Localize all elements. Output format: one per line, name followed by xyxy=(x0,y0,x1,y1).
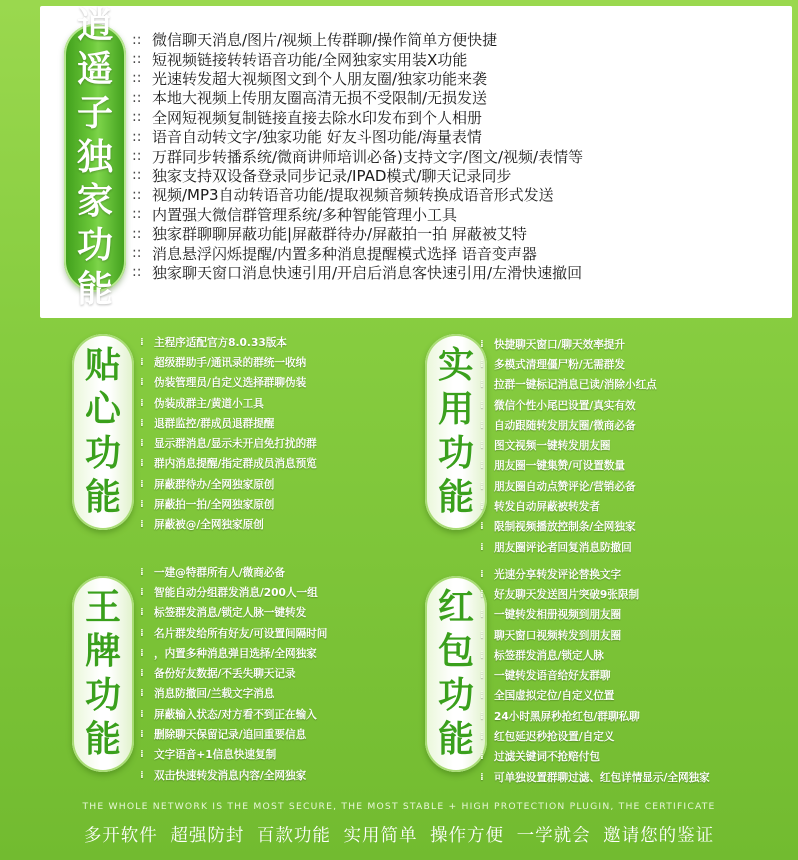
bullet-dots-icon: ⁞ xyxy=(480,751,484,763)
bullet-dots-icon: ⁞ xyxy=(140,688,144,700)
feature-item xyxy=(480,354,657,374)
feature-text: 屏蔽输入状态/对方看不到正在输入 xyxy=(154,708,317,721)
feature-item xyxy=(480,496,657,516)
bullet-dots-icon: :: xyxy=(132,264,142,281)
feature-item xyxy=(132,166,782,185)
feature-text: 万群同步转播系统/微商讲师培训必备)支持文字/图文/视频/表情等 xyxy=(152,147,584,166)
bullet-dots-icon: ⁞ xyxy=(140,729,144,741)
bullet-dots-icon: ⁞ xyxy=(140,708,144,720)
red-packet-feature-list xyxy=(480,564,710,787)
badge-red-packet-features xyxy=(425,576,487,772)
feature-text: 自动跟随转发朋友圈/微商必备 xyxy=(494,419,636,432)
badge-char: 用 xyxy=(437,389,474,430)
bullet-dots-icon: ⁞ xyxy=(480,771,484,783)
feature-text: 主程序适配官方8.0.33版本 xyxy=(154,336,287,349)
feature-item xyxy=(140,494,317,514)
feature-item xyxy=(480,706,710,726)
feature-text: 短视频链接转转语音功能/全网独家实用装X功能 xyxy=(152,50,468,69)
badge-caring-features xyxy=(72,334,134,530)
feature-item xyxy=(480,415,657,435)
bullet-dots-icon: ⁞ xyxy=(480,358,484,370)
feature-item xyxy=(132,243,782,262)
bullet-dots-icon: ⁞ xyxy=(140,607,144,619)
bullet-dots-icon: ⁞ xyxy=(480,710,484,722)
feature-text: 备份好友数据/不丢失聊天记录 xyxy=(154,668,296,681)
top-feature-list xyxy=(132,30,782,282)
feature-text: 好友聊天发送图片突破9张限制 xyxy=(494,588,640,601)
bullet-dots-icon: ⁞ xyxy=(480,690,484,702)
bullet-dots-icon: :: xyxy=(132,167,142,184)
feature-item xyxy=(480,476,657,496)
feature-text: 显示群消息/显示未开启免打扰的群 xyxy=(154,438,317,451)
bullet-dots-icon: :: xyxy=(132,89,142,106)
feature-item xyxy=(140,623,327,643)
feature-text: 消息防撤回/兰载文字消息 xyxy=(154,688,275,701)
badge-char: 功 xyxy=(84,675,121,716)
feature-item xyxy=(132,146,782,165)
badge-char: 功 xyxy=(76,225,113,266)
badge-char: 能 xyxy=(84,719,121,760)
badge-char: 能 xyxy=(437,719,474,760)
feature-text: 超级群助手/通讯录的群统一收纳 xyxy=(154,356,307,369)
feature-text: 可单独设置群聊过滤、红包详情显示/全网独家 xyxy=(494,771,710,784)
feature-text: 独家支持双设备登录同步记录/IPAD模式/聊天记录同步 xyxy=(152,166,512,185)
feature-text: 光速分享转发评论替换文字 xyxy=(494,568,622,581)
feature-text: 屏蔽拍一拍/全网独家原创 xyxy=(154,499,275,512)
feature-text: 语音自动转文字/独家功能 好友斗图功能/海量表情 xyxy=(152,128,482,147)
feature-text: 快捷聊天窗口/聊天效率提升 xyxy=(494,338,625,351)
feature-text: 独家群聊聊屏蔽功能|屏蔽群待办/屏蔽拍一拍 屏蔽被艾特 xyxy=(152,225,527,244)
bullet-dots-icon: ⁞ xyxy=(480,541,484,553)
bullet-dots-icon: ⁞ xyxy=(140,519,144,531)
feature-text: 删除聊天保留记录/追回重要信息 xyxy=(154,729,307,742)
bullet-dots-icon: ⁞ xyxy=(480,399,484,411)
feature-item xyxy=(480,686,710,706)
badge-char: 王 xyxy=(84,587,121,628)
feature-item xyxy=(480,334,657,354)
bullet-dots-icon: ⁞ xyxy=(480,419,484,431)
feature-item xyxy=(480,456,657,476)
bullet-dots-icon: ⁞ xyxy=(140,417,144,429)
badge-char: 心 xyxy=(84,389,121,430)
feature-item xyxy=(480,537,657,557)
bullet-dots-icon: :: xyxy=(132,70,142,87)
feature-text: 智能自动分组群发消息/200人一组 xyxy=(154,586,318,599)
feature-text: 群内消息提醒/指定群成员消息预览 xyxy=(154,458,317,471)
feature-item xyxy=(140,704,327,724)
bullet-dots-icon: ⁞ xyxy=(140,397,144,409)
feature-item xyxy=(132,88,782,107)
bullet-dots-icon: :: xyxy=(132,31,142,48)
feature-text: 伪装成群主/黄道小工具 xyxy=(154,397,264,410)
footer-slogan: 多开软件 超强防封 百款功能 实用简单 操作方便 一学就会 邀请您的鉴证 xyxy=(83,826,715,846)
bullet-dots-icon: ⁞ xyxy=(480,480,484,492)
bullet-dots-icon: :: xyxy=(132,148,142,165)
practical-feature-list xyxy=(480,334,657,557)
bullet-dots-icon: ⁞ xyxy=(480,521,484,533)
feature-item xyxy=(132,263,782,282)
bullet-dots-icon: ⁞ xyxy=(480,731,484,743)
feature-item xyxy=(132,30,782,49)
feature-item xyxy=(480,584,710,604)
feature-item xyxy=(132,127,782,146)
bullet-dots-icon: :: xyxy=(132,206,142,223)
feature-item xyxy=(140,515,317,535)
feature-text: 转发自动屏蔽被转发者 xyxy=(494,501,600,514)
feature-item xyxy=(140,393,317,413)
badge-char: 包 xyxy=(437,631,474,672)
feature-item xyxy=(480,625,710,645)
feature-text: 红包延迟秒抢设置/自定义 xyxy=(494,731,615,744)
feature-text: 文字语音+1信息快速复制 xyxy=(154,749,277,762)
feature-text: 独家聊天窗口消息快速引用/开启后消息客快速引用/左滑快速撤回 xyxy=(152,263,583,282)
feature-item xyxy=(140,373,317,393)
feature-text: 一键转发语音给好友群聊 xyxy=(494,670,611,683)
feature-text: 内置强大微信群管理系统/多种智能管理小工具 xyxy=(152,205,458,224)
caring-feature-list xyxy=(140,332,317,535)
feature-text: 多模式清理僵尸粉/无需群发 xyxy=(494,358,625,371)
badge-char: 功 xyxy=(437,433,474,474)
feature-item xyxy=(132,108,782,127)
badge-char: 能 xyxy=(84,477,121,518)
bullet-dots-icon: ⁞ xyxy=(140,566,144,578)
bullet-dots-icon: ⁞ xyxy=(140,647,144,659)
badge-char: 功 xyxy=(437,675,474,716)
bullet-dots-icon: ⁞ xyxy=(140,478,144,490)
bullet-dots-icon: ⁞ xyxy=(480,629,484,641)
feature-item xyxy=(132,185,782,204)
feature-text: 图文视频一键转发朋友圈 xyxy=(494,440,611,453)
feature-text: 退群监控/群成员退群提醒 xyxy=(154,417,275,430)
bullet-dots-icon: ⁞ xyxy=(480,460,484,472)
badge-char: 贴 xyxy=(84,345,121,386)
feature-item xyxy=(140,352,317,372)
feature-text: 标签群发消息/锁定人脉 xyxy=(494,649,604,662)
bullet-dots-icon: ⁞ xyxy=(140,627,144,639)
feature-item xyxy=(480,747,710,767)
badge-char: 红 xyxy=(437,587,474,628)
bullet-dots-icon: ⁞ xyxy=(480,649,484,661)
feature-item xyxy=(132,224,782,243)
bullet-dots-icon: :: xyxy=(132,244,142,261)
feature-text: 朋友圈自动点赞评论/营销必备 xyxy=(494,480,636,493)
feature-item xyxy=(480,645,710,665)
badge-char: 牌 xyxy=(84,631,121,672)
bullet-dots-icon: ⁞ xyxy=(140,586,144,598)
feature-item xyxy=(140,643,327,663)
bullet-dots-icon: ⁞ xyxy=(480,568,484,580)
feature-item xyxy=(480,605,710,625)
bullet-dots-icon: ⁞ xyxy=(480,670,484,682)
feature-item xyxy=(480,395,657,415)
feature-item xyxy=(140,684,327,704)
badge-ace-features xyxy=(72,576,134,772)
feature-item xyxy=(480,726,710,746)
feature-text: 过滤关键词不抢赔付包 xyxy=(494,751,600,764)
feature-text: 名片群发给所有好友/可设置间隔时间 xyxy=(154,627,328,640)
feature-item xyxy=(140,332,317,352)
ace-feature-list xyxy=(140,562,327,785)
feature-text: 消息悬浮闪烁提醒/内置多种消息提醒模式选择 语音变声器 xyxy=(152,244,537,263)
badge-char: 遥 xyxy=(76,49,113,90)
feature-item xyxy=(140,433,317,453)
bullet-dots-icon: ⁞ xyxy=(140,356,144,368)
feature-text: 本地大视频上传朋友圈高清无损不受限制/无损发送 xyxy=(152,89,488,108)
feature-text: 聊天窗口视频转发到朋友圈 xyxy=(494,629,622,642)
feature-item xyxy=(480,767,710,787)
bullet-dots-icon: :: xyxy=(132,51,142,68)
feature-text: 朋友圈评论者回复消息防撤回 xyxy=(494,541,632,554)
bullet-dots-icon: ⁞ xyxy=(140,668,144,680)
feature-text: 全网短视频复制链接直接去除水印发布到个人相册 xyxy=(152,108,483,127)
feature-item xyxy=(480,435,657,455)
badge-char: 实 xyxy=(437,345,474,386)
bullet-dots-icon: ⁞ xyxy=(480,338,484,350)
bullet-dots-icon: ⁞ xyxy=(480,440,484,452)
feature-item xyxy=(140,745,327,765)
feature-item xyxy=(140,603,327,623)
feature-text: 全国虚拟定位/自定义位置 xyxy=(494,690,615,703)
feature-item xyxy=(140,765,327,785)
feature-item xyxy=(480,564,710,584)
feature-text: 一建@特群所有人/微商必备 xyxy=(154,566,285,579)
feature-item xyxy=(132,205,782,224)
bullet-dots-icon: :: xyxy=(132,109,142,126)
feature-item xyxy=(132,69,782,88)
bullet-dots-icon: ⁞ xyxy=(480,609,484,621)
bullet-dots-icon: ⁞ xyxy=(140,769,144,781)
bullet-dots-icon: :: xyxy=(132,128,142,145)
feature-text: ，内置多种消息弹目选择/全网独家 xyxy=(154,647,317,660)
badge-char: 逍 xyxy=(76,5,113,46)
bullet-dots-icon: ⁞ xyxy=(480,501,484,513)
badge-char: 功 xyxy=(84,433,121,474)
badge-char: 独 xyxy=(76,137,113,178)
feature-text: 拉群一键标记消息已读/消除小红点 xyxy=(494,379,657,392)
feature-text: 光速转发超大视频图文到个人朋友圈/独家功能来袭 xyxy=(152,69,488,88)
feature-text: 标签群发消息/锁定人脉一键转发 xyxy=(154,607,307,620)
feature-item xyxy=(140,454,317,474)
badge-char: 家 xyxy=(76,181,113,222)
feature-item xyxy=(480,665,710,685)
badge-char: 能 xyxy=(76,269,113,310)
bullet-dots-icon: ⁞ xyxy=(140,749,144,761)
badge-practical-features xyxy=(425,334,487,530)
feature-item xyxy=(140,474,317,494)
feature-text: 伪装管理员/自定义选择群聊伪装 xyxy=(154,377,307,390)
bullet-dots-icon: ⁞ xyxy=(480,379,484,391)
feature-text: 屏蔽被@/全网独家原创 xyxy=(154,519,264,532)
feature-text: 微信个性小尾巴设置/真实有效 xyxy=(494,399,636,412)
feature-text: 微信聊天消息/图片/视频上传群聊/操作简单方便快捷 xyxy=(152,31,498,50)
feature-text: 双击快速转发消息内容/全网独家 xyxy=(154,769,307,782)
bullet-dots-icon: :: xyxy=(132,225,142,242)
feature-item xyxy=(140,663,327,683)
feature-text: 视频/MP3自动转语音功能/提取视频音频转换成语音形式发送 xyxy=(152,186,554,205)
feature-item xyxy=(140,562,327,582)
feature-item xyxy=(480,375,657,395)
feature-item xyxy=(140,413,317,433)
feature-item xyxy=(480,517,657,537)
feature-item xyxy=(140,582,327,602)
bullet-dots-icon: ⁞ xyxy=(140,377,144,389)
bullet-dots-icon: ⁞ xyxy=(140,499,144,511)
bullet-dots-icon: ⁞ xyxy=(140,458,144,470)
feature-text: 24小时黑屏秒抢红包/群聊私聊 xyxy=(494,710,640,723)
bullet-dots-icon: ⁞ xyxy=(140,438,144,450)
bullet-dots-icon: ⁞ xyxy=(140,336,144,348)
feature-text: 限制视频播放控制条/全网独家 xyxy=(494,521,636,534)
badge-char: 能 xyxy=(437,477,474,518)
feature-text: 朋友圈一键集赞/可设置数量 xyxy=(494,460,625,473)
feature-item xyxy=(140,724,327,744)
feature-text: 屏蔽群待办/全网独家原创 xyxy=(154,478,275,491)
feature-item xyxy=(132,49,782,68)
feature-text: 一键转发相册视频到朋友圈 xyxy=(494,609,622,622)
badge-xiaoyaozi-exclusive xyxy=(64,5,126,310)
badge-char: 子 xyxy=(76,93,113,134)
tagline: THE WHOLE NETWORK IS THE MOST SECURE, THE MOST STABLE + HIGH PROTECTION PLUGIN, THE CERTIFICATE xyxy=(82,801,716,812)
bullet-dots-icon: :: xyxy=(132,186,142,203)
bullet-dots-icon: ⁞ xyxy=(480,588,484,600)
